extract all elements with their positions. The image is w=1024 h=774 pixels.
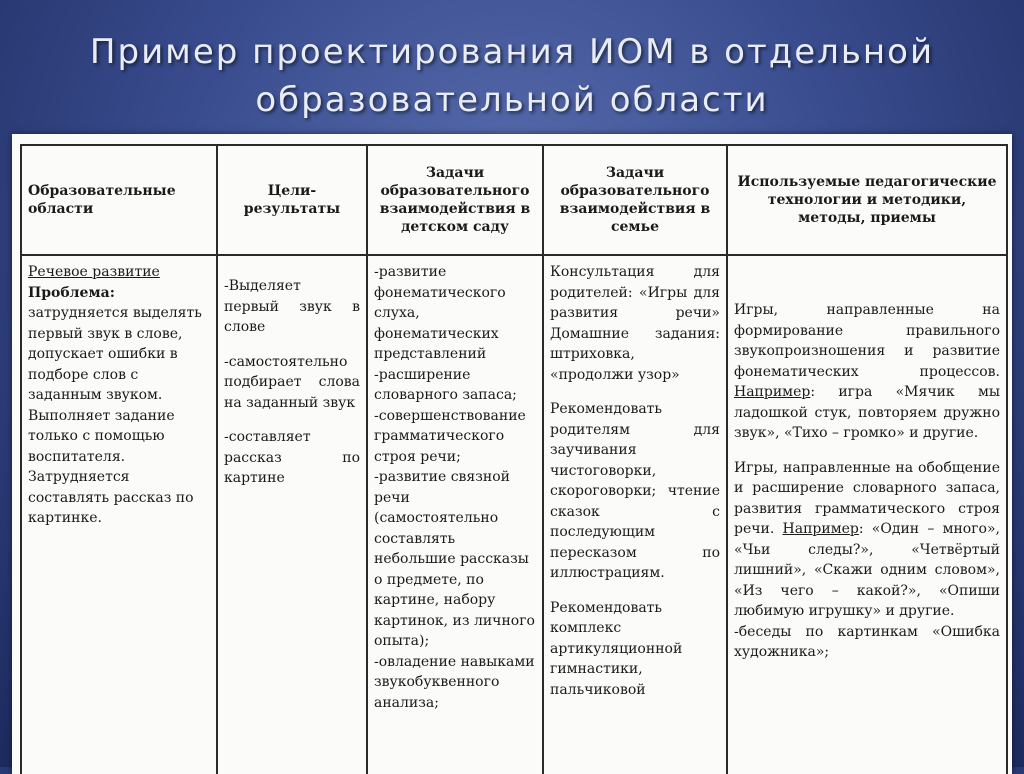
task-item: -расширение словарного запаса;: [374, 366, 517, 403]
goal-item: -Выделяет первый звук в слове: [224, 278, 360, 335]
cell-tasks-kindergarten: [367, 255, 543, 774]
header-goals: Цели-результаты: [217, 145, 367, 255]
family-block: Консультация для родителей: «Игры для развития речи» Домашние задания: штриховка, «продолжи узор»: [550, 264, 720, 383]
table-header-row: [21, 145, 1007, 255]
title-line-2: образовательной области: [255, 80, 769, 120]
problem-text: затрудняется выделять первый звук в слове, допускает ошибки в подборе слов с заданным звуком. Выполняет задание только с помощью воспитателя. Затрудняется составлять рассказ по картинке.: [28, 305, 202, 526]
task-item: -совершенствование грамматического строя речи;: [374, 407, 526, 465]
header-tasks-family: Задачи образовательного взаимодействия в семье: [543, 145, 727, 255]
table-row: [21, 255, 1007, 774]
tech-example-text: : «Один – много», «Чьи следы?», «Четвёртый лишний», «Скажи одним словом», «Из чего – какой?», «Опиши любимую игрушку» и другие.: [734, 521, 1001, 619]
tech-example-label: Например: [734, 384, 811, 400]
header-technologies: Используемые педагогические технологии и методики, методы, приемы: [727, 145, 1007, 255]
family-block: Рекомендовать родителям для заучивания чистоговорки, скороговорки; чтение сказок с последующим пересказом по иллюстрациям.: [550, 401, 720, 581]
goal-item: -самостоятельно подбирает слова на заданный звук: [224, 353, 360, 411]
tech-example-label: Например: [782, 521, 859, 537]
document-page: [12, 134, 1012, 774]
header-tasks-kindergarten: Задачи образовательного взаимодействия в детском саду: [367, 145, 543, 255]
cell-goals: [217, 255, 367, 774]
cell-technologies: [727, 255, 1007, 774]
tech-block-text: -беседы по картинкам «Ошибка художника»;: [734, 623, 1000, 660]
family-block: Рекомендовать комплекс артикуляционной гимнастики, пальчиковой: [550, 599, 683, 698]
header-areas: Образовательные области: [21, 145, 217, 255]
problem-label: Проблема:: [28, 284, 115, 301]
task-item: -овладение навыками звукобуквенного анализа;: [374, 653, 535, 711]
area-name: Речевое развитие: [28, 264, 160, 280]
tech-block-text: Игры, направленные на формирование правильного звукопроизношения и развитие фонематических процессов.: [734, 302, 1000, 380]
title-line-1: Пример проектирования ИОМ в отдельной: [89, 32, 935, 72]
cell-areas: [21, 255, 217, 774]
tech-example-text: : игра «Мячик мы ладошкой стук, повторяем дружно звук», «Тихо – громко» и другие.: [734, 384, 1000, 441]
goal-item: -составляет рассказ по картине: [224, 429, 360, 486]
cell-tasks-family: [543, 255, 727, 774]
task-item: -развитие связной речи (самостоятельно составлять небольшие рассказы о предмете, по картине, набору картинок, из личного опыта);: [374, 469, 535, 649]
slide-title: [0, 28, 1024, 124]
iom-table: [20, 144, 1008, 774]
task-item: -развитие фонематического слуха, фонематических представлений: [374, 264, 506, 362]
tech-block-text: Игры, направленные на обобщение и расширение словарного запаса, развития грамматического строя речи.: [734, 459, 1000, 537]
